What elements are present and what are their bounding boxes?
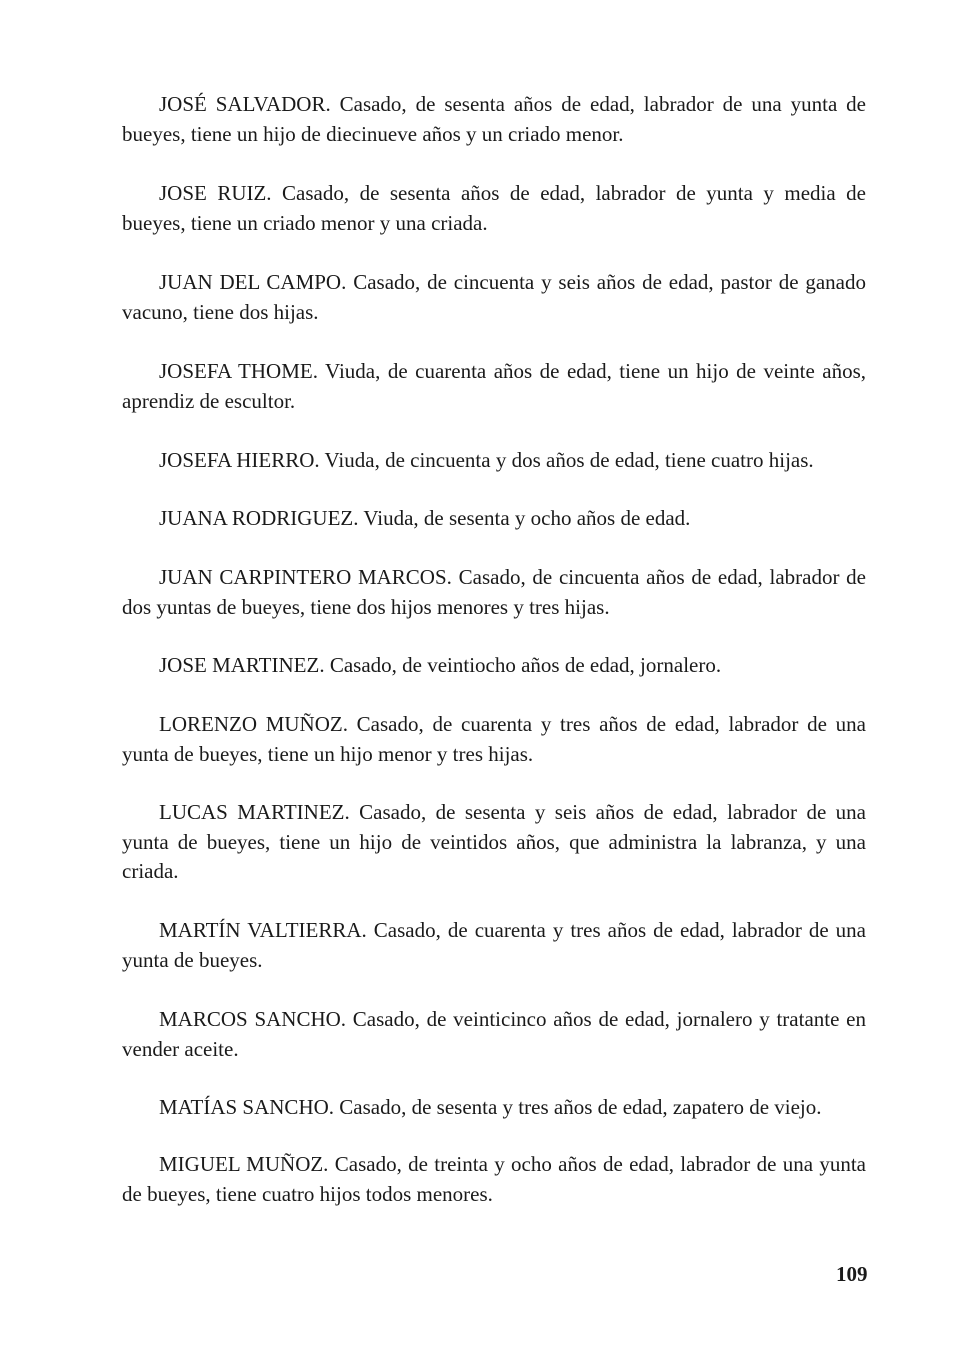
entry-miguel-munoz: MIGUEL MUÑOZ. Casado, de treinta y ocho años de edad, labrador de una yunta de bueyes, tiene cuatro hijos todos menores. — [122, 1152, 866, 1206]
entry-martin-valtierra: MARTÍN VALTIERRA. Casado, de cuarenta y tres años de edad, labrador de una yunta de bueyes. — [122, 918, 866, 972]
entry-marcos-sancho: MARCOS SANCHO. Casado, de veinticinco años de edad, jornalero y tratante en vender aceite. — [122, 1007, 866, 1061]
entry-juan-del-campo: JUAN DEL CAMPO. Casado, de cincuenta y seis años de edad, pastor de ganado vacuno, tiene dos hijas. — [122, 270, 866, 324]
entry-lorenzo-munoz: LORENZO MUÑOZ. Casado, de cuarenta y tres años de edad, labrador de una yunta de bueyes, tiene un hijo menor y tres hijas. — [122, 712, 866, 766]
entry-matias-sancho: MATÍAS SANCHO. Casado, de sesenta y tres años de edad, zapatero de viejo. — [159, 1095, 822, 1119]
entry-jose-ruiz: JOSE RUIZ. Casado, de sesenta años de edad, labrador de yunta y media de bueyes, tiene un criado menor y una criada. — [122, 181, 866, 235]
entry-jose-salvador: JOSÉ SALVADOR. Casado, de sesenta años de edad, labrador de una yunta de bueyes, tiene un hijo de diecinueve años y un criado menor. — [122, 92, 866, 146]
entry-jose-martinez: JOSE MARTINEZ. Casado, de veintiocho años de edad, jornalero. — [159, 653, 722, 677]
page-number: 109 — [836, 1262, 868, 1286]
entry-juana-rodriguez: JUANA RODRIGUEZ. Viuda, de sesenta y ocho años de edad. — [159, 506, 691, 530]
entry-juan-carpintero-marcos: JUAN CARPINTERO MARCOS. Casado, de cincuenta años de edad, labrador de dos yuntas de bueyes, tiene dos hijos menores y tres hijas. — [122, 565, 866, 619]
entry-josefa-hierro: JOSEFA HIERRO. Viuda, de cincuenta y dos años de edad, tiene cuatro hijas. — [159, 448, 814, 472]
entry-josefa-thome: JOSEFA THOME. Viuda, de cuarenta años de edad, tiene un hijo de veinte años, aprendiz de escultor. — [122, 359, 866, 413]
entry-lucas-martinez: LUCAS MARTINEZ. Casado, de sesenta y seis años de edad, labrador de una yunta de bueyes, tiene un hijo de veintidos años, que administra la labranza, y una criada. — [122, 800, 866, 883]
